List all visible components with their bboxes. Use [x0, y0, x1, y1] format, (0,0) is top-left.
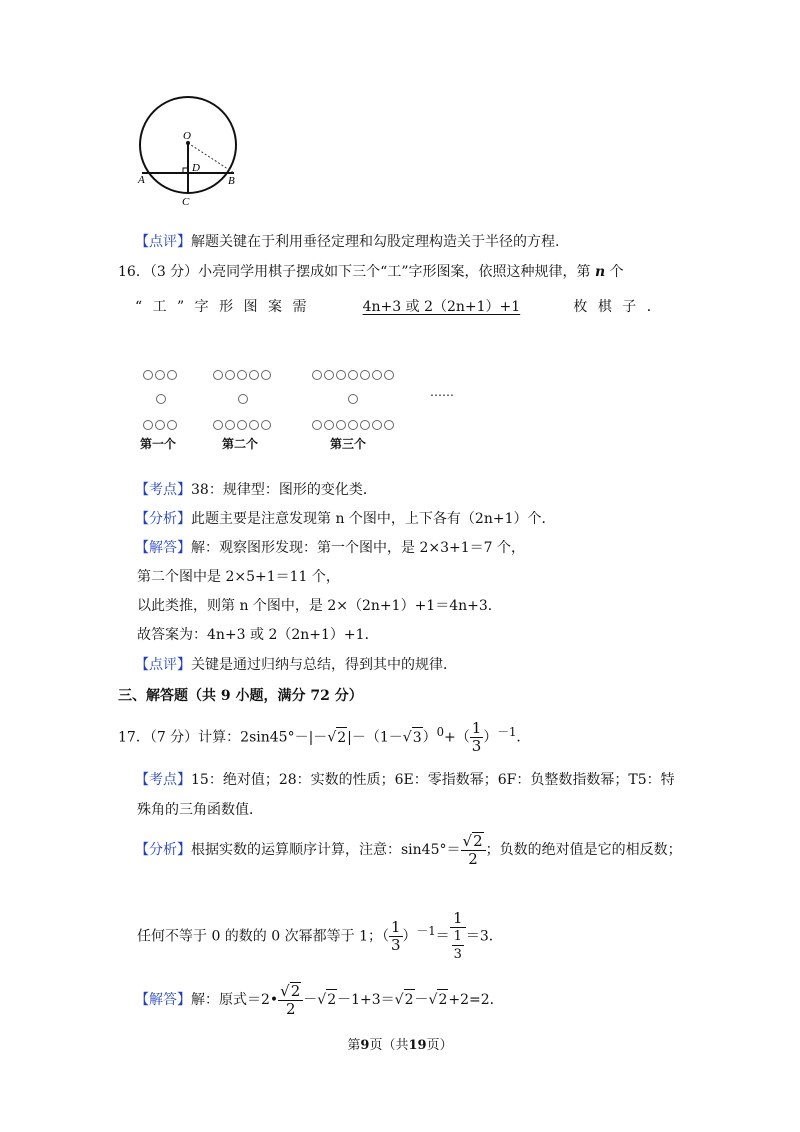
q15-comment [135, 232, 559, 252]
label-O: O [183, 130, 191, 142]
q16-fenxi: 【分析】此题主要是注意发现第 n 个图中，上下各有（2n+1）个． [135, 511, 556, 527]
q16-dianping: 【点评】关键是通过归纳与总结，得到其中的规律． [135, 657, 457, 673]
q16-line1: 16．（3 分）小亮同学用棋子摆成如下三个“工”字形图案，依照这种规律，第 n 个 [118, 264, 624, 280]
q16-jieda-1: 【解答】解：观察图形发现：第一个图中，是 2×3+1＝7 个， [135, 540, 525, 556]
caption-1: 第一个 [140, 437, 177, 451]
q16-kaodian: 【考点】38：规律型：图形的变化类． [135, 482, 377, 498]
q16-jieda-4: 故答案为：4n+3 或 2（2n+1）+1． [137, 627, 379, 643]
page-number: 9 [360, 1038, 370, 1053]
pattern-2-top [213, 365, 273, 384]
caption-2: 第二个 [222, 437, 259, 451]
q17-any-line: 任何不等于 0 的数的 0 次幂都等于 1；（ $\frac{1}{3}$ ）$^{-1}$＝ $\frac{1}{\frac{1}{3}}$ ＝3． [137, 909, 503, 962]
q17-fenxi: 【分析】根据实数的运算顺序计算，注意：sin45°＝ $\frac{√2}{2}$ ；负数的绝对值是它的相反数； [135, 832, 682, 868]
pattern-3-top [312, 365, 396, 384]
pattern-1-top [143, 365, 179, 384]
question-number: 16． [118, 264, 150, 280]
comment-text: 解题关键在于利用垂径定理和勾股定理构造关于半径的方程. [191, 234, 560, 250]
pattern-figure [140, 365, 460, 455]
pattern-3-mid [348, 389, 360, 408]
q17-kaodian-1: 【考点】15：绝对值；28：实数的性质；6E：零指数幂；6F：负整数指数幂；T5：特 [135, 772, 675, 788]
pattern-1-bot [143, 415, 179, 434]
label-B: B [228, 175, 235, 187]
circle-diagram [130, 95, 250, 210]
pattern-2-mid [238, 389, 250, 408]
page-total: 19 [408, 1038, 427, 1053]
page-footer: 第9页（共19页） [347, 1038, 453, 1053]
q16-jieda-2: 第二个图中是 2×5+1＝11 个， [137, 569, 340, 585]
q16-jieda-3: 以此类推，则第 n 个图中，是 2×（2n+1）+1＝4n+3． [137, 598, 502, 614]
label-A: A [138, 174, 145, 186]
section-title: 三、解答题（共 9 小题，满分 72 分） [118, 688, 363, 704]
pattern-2-bot [213, 415, 273, 434]
q17-kaodian-2: 殊角的三角函数值． [137, 802, 263, 818]
pattern-3-bot [312, 415, 396, 434]
q17-stem: 17．（7 分）计算：$2\sin 45^\circ-|-√2|-(1-√3)^0+$（ $\frac{1}{3}$ ）$^{-1}$． [118, 719, 531, 755]
label-D: D [192, 162, 200, 174]
caption-3: 第三个 [330, 437, 367, 451]
q17-jieda: 【解答】解：原式＝2• $\frac{√2}{2}$ －√2－1+3＝√2－√2+2=2． [135, 982, 504, 1018]
ellipsis: …… [430, 385, 454, 399]
answer-blank: 4n+3 或 2（2n+1）+1 [362, 299, 521, 315]
pattern-1-mid [156, 389, 168, 408]
comment-tag: 【点评】 [135, 234, 191, 250]
q16-line2: “ 工 ” 字 形 图 案 需 4n+3 或 2（2n+1）+1 枚 棋 子 ． [135, 299, 664, 315]
label-C: C [182, 196, 190, 208]
